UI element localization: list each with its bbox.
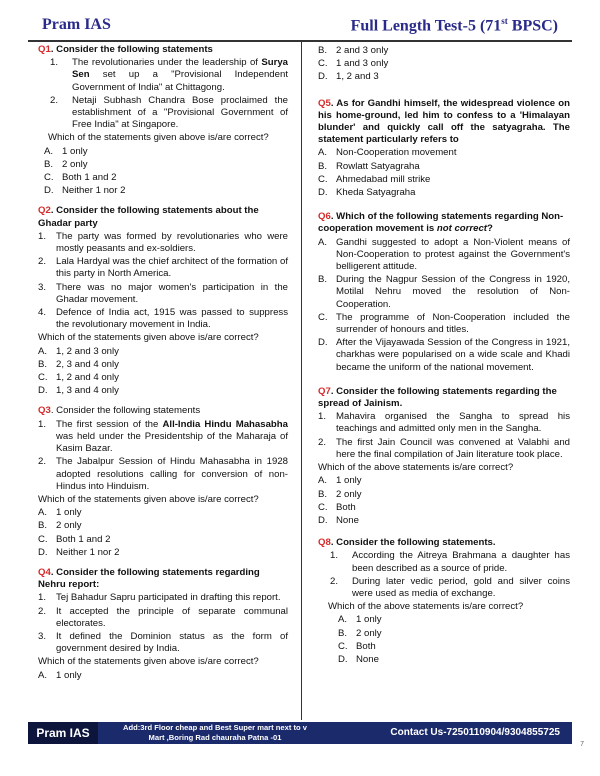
question-2 <box>38 205 288 397</box>
statement: 2. It accepted the principle of separate communal electorates. <box>38 605 288 629</box>
question-heading: Q4. Consider the following statements regarding Nehru report: <box>38 566 260 591</box>
question-4-continued <box>318 45 570 84</box>
option: B. 2 only <box>44 158 88 170</box>
option: D. 1, 2 and 3 <box>318 71 379 83</box>
question-heading: Q5. As for Gandhi himself, the widespread violence on his home-ground, led him to confess to a 'Himalayan blunder' and quickly call off the satyagraha. The statement particularly refers to <box>318 97 570 146</box>
option: A. Gandhi suggested to adopt a Non-Violent means of Non-Cooperation to protest against the Government's belligerent attitude. <box>318 236 570 273</box>
option: D. Kheda Satyagraha <box>318 187 416 199</box>
statement: 2. Lala Hardyal was the chief architect of the formation of this party in North America. <box>38 256 288 280</box>
option: D. After the Vijayawada Session of the Congress in 1921, charkhas were popularised on a wide scale and Khadi became the uniform of the national movement. <box>318 337 570 373</box>
header-brand: Pram IAS <box>42 16 111 33</box>
statement: 1. The revolutionaries under the leadership of Surya Sen set up a "Provisional Independent Government of India" at Chittagong. <box>50 57 288 93</box>
option: B. 2 only <box>38 520 82 532</box>
option: A. Non-Cooperation movement <box>318 147 457 159</box>
header-rule <box>28 40 572 42</box>
option: A. 1 only <box>38 507 82 519</box>
option: D. None <box>338 653 379 665</box>
question-8 <box>318 537 570 666</box>
question-3 <box>38 405 288 558</box>
statement: 1. The first session of the All-India Hindu Mahasabha was held under the Presidentship of the Maharaja of Kasim Bazar. <box>38 418 288 455</box>
option: D. None <box>318 514 359 526</box>
statement: 1. The party was formed by revolutionaries who were mostly peasants and ex-soldiers. <box>38 230 288 255</box>
question-6 <box>318 211 570 374</box>
option: C. 1, 2 and 4 only <box>38 372 119 384</box>
question-7 <box>318 386 570 527</box>
question-heading: Q8. Consider the following statements. <box>318 537 496 549</box>
question-prompt: Which of the above statements is/are correct? <box>318 462 514 474</box>
question-heading: Q7. Consider the following statements regarding the spread of Jainism. <box>318 385 557 410</box>
footer-address: Add:3rd Floor cheap and Best Super mart next to v Mart ,Boring Rad chauraha Patna -01 <box>123 723 307 742</box>
option: B. Rowlatt Satyagraha <box>318 160 420 172</box>
page-footer <box>28 722 572 744</box>
question-5 <box>318 98 570 200</box>
option: D. 1, 3 and 4 only <box>38 385 119 397</box>
option: B. 2 only <box>338 627 382 639</box>
footer-contact: Contact Us-7250110904/9304855725 <box>390 727 560 738</box>
statement: 1. According the Aitreya Brahmana a daughter has been described as a source of pride. <box>330 550 570 574</box>
option: C. Both <box>338 640 376 652</box>
statement: 1. Tej Bahadur Sapru participated in drafting this report. <box>38 592 281 604</box>
option: C. Both <box>318 501 356 513</box>
statement: 3. There was no major women's participation in the Ghadar movement. <box>38 281 288 305</box>
question-heading: Q2. Consider the following statements about the Ghadar party <box>38 205 259 229</box>
question-4 <box>38 567 288 682</box>
option: C. Both 1 and 2 <box>38 533 111 545</box>
question-heading: Q6. Which of the following statements regarding Non-cooperation movement is not correct? <box>318 211 564 235</box>
question-prompt: Which of the statements given above is/are correct? <box>38 493 259 505</box>
statement: 2. During later vedic period, gold and silver coins were used as media of exchange. <box>330 575 570 599</box>
page-header <box>28 14 572 38</box>
statement: 2. The Jabalpur Session of Hindu Mahasabha in 1928 adopted resolutions calling for conversion of non-Hindus into Hinduism. <box>38 456 288 492</box>
question-prompt: Which of the above statements is/are correct? <box>328 601 524 613</box>
column-divider <box>301 42 302 720</box>
option: B. 2 and 3 only <box>318 45 389 56</box>
option: B. 2, 3 and 4 only <box>38 358 119 370</box>
option: A. 1, 2 and 3 only <box>38 345 119 357</box>
question-prompt: Which of the statements given above is/are correct? <box>38 656 259 668</box>
statement: 2. Netaji Subhash Chandra Bose proclaimed the establishment of a "Provisional Government of Free India" at Singapore. <box>50 94 288 131</box>
option: B. 2 only <box>318 488 362 500</box>
option: C. The programme of Non-Cooperation included the surrender of honours and titles. <box>318 311 570 336</box>
question-prompt: Which of the statements given above is/are correct? <box>48 132 269 144</box>
option: C. 1 and 3 only <box>318 58 389 70</box>
option: A. 1 only <box>38 669 82 681</box>
page-number: 7 <box>580 741 584 748</box>
footer-brand: Pram IAS <box>28 722 98 744</box>
question-heading: Q3. Consider the following statements <box>38 405 201 417</box>
question-1 <box>38 44 288 197</box>
left-column <box>38 44 288 690</box>
statement: 2. The first Jain Council was convened at Valabhi and here the final compilation of Jain literature took place. <box>318 436 570 460</box>
right-column <box>318 44 570 674</box>
option: C. Ahmedabad mill strike <box>318 173 431 185</box>
option: B. During the Nagpur Session of the Congress in 1920, Motilal Nehru moved the resolution of Non-Cooperation. <box>318 274 570 310</box>
header-test-title: Full Length Test-5 (71st BPSC) <box>350 16 558 35</box>
statement: 1. Mahavira organised the Sangha to spread his teachings and admitted only men in the Sangha. <box>318 411 570 435</box>
statement: 4. Defence of India act, 1915 was passed to suppress the revolutionary movement in India. <box>38 307 288 331</box>
question-prompt: Which of the statements given above is/are correct? <box>38 332 259 344</box>
option: C. Both 1 and 2 <box>44 172 117 184</box>
option: A. 1 only <box>44 145 88 157</box>
option: A. 1 only <box>338 614 382 626</box>
question-heading: Q1. Consider the following statements <box>38 44 213 55</box>
statement: 3. It defined the Dominion status as the form of government desired by India. <box>38 630 288 655</box>
option: D. Neither 1 nor 2 <box>44 185 126 197</box>
option: A. 1 only <box>318 475 362 487</box>
option: D. Neither 1 nor 2 <box>38 546 120 558</box>
